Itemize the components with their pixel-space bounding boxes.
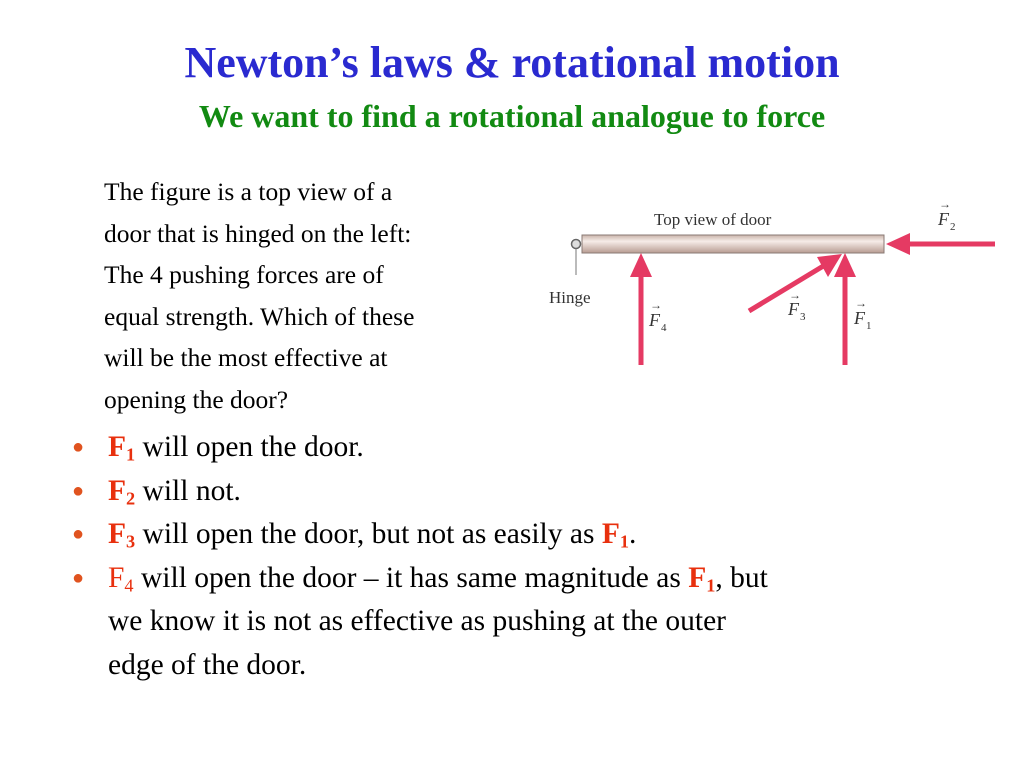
svg-text:1: 1 [866,320,872,332]
svg-text:F: F [788,299,799,319]
force-arrow-f4 [630,253,652,365]
bullet-text: will open the door. [135,431,364,463]
force-arrow-f2 [886,233,995,255]
force-subscript: 1 [126,444,136,465]
bullet-continuation: we know it is not as effective as pushing at the outer [108,605,726,637]
force-label-f2 [937,197,956,233]
intro-line: will be the most effective at [104,343,388,373]
bullet-tail: . [629,518,637,550]
bullet-icon: ● [72,479,85,502]
svg-text:4: 4 [661,322,667,334]
force-subscript: 4 [124,575,134,596]
bullet-tail: , but [715,561,768,594]
force-symbol: F [108,474,127,507]
force-subscript: 1 [706,575,716,596]
force-symbol: F [108,561,125,594]
list-item [70,470,970,514]
svg-text:F: F [854,308,865,328]
bullet-continuation: edge of the door. [108,648,307,681]
door-diagram [540,195,1000,370]
hinge-icon [572,240,581,249]
slide-subtitle: We want to find a rotational analogue to force [198,98,826,134]
force-label-f1 [853,296,872,332]
intro-line: door that is hinged on the left: [104,218,412,248]
door-label: Top view of door [654,210,772,229]
force-label-f4 [648,298,667,334]
list-item [70,426,970,470]
door-panel [582,235,884,253]
force-label-f3 [787,288,806,323]
force-symbol: F [601,518,620,550]
force-symbol: F [108,518,127,550]
force-subscript: 2 [126,488,136,509]
slide-title: Newton’s laws & rotational motion [184,38,840,87]
intro-paragraph [104,171,534,421]
svg-text:→: → [939,197,951,211]
svg-text:F: F [938,209,949,229]
hinge-label: Hinge [549,288,591,307]
bullet-text: will not. [135,474,241,507]
bullet-text: will open the door – it has same magnitude as [133,561,689,594]
force-symbol: F [108,431,127,463]
svg-text:2: 2 [950,221,956,233]
svg-text:→: → [789,288,801,302]
force-symbol: F [688,561,707,594]
svg-text:→: → [855,296,867,310]
bullet-icon: ● [72,566,85,589]
svg-text:→: → [650,298,662,312]
force-arrow-f1 [834,253,856,365]
list-item [70,513,970,557]
intro-line: equal strength. Which of these [104,301,415,331]
bullet-icon: ● [72,523,85,545]
svg-text:F: F [649,310,660,330]
force-subscript: 1 [619,531,629,552]
force-subscript: 3 [126,531,136,552]
list-item [70,557,970,688]
bullet-text: will open the door, but not as easily as [135,518,602,550]
svg-text:3: 3 [800,311,806,323]
bullet-icon: ● [72,436,85,458]
intro-line: opening the door? [104,384,289,414]
intro-line: The figure is a top view of a [104,177,393,206]
intro-line: The 4 pushing forces are of [104,260,384,290]
answer-list [70,426,970,687]
